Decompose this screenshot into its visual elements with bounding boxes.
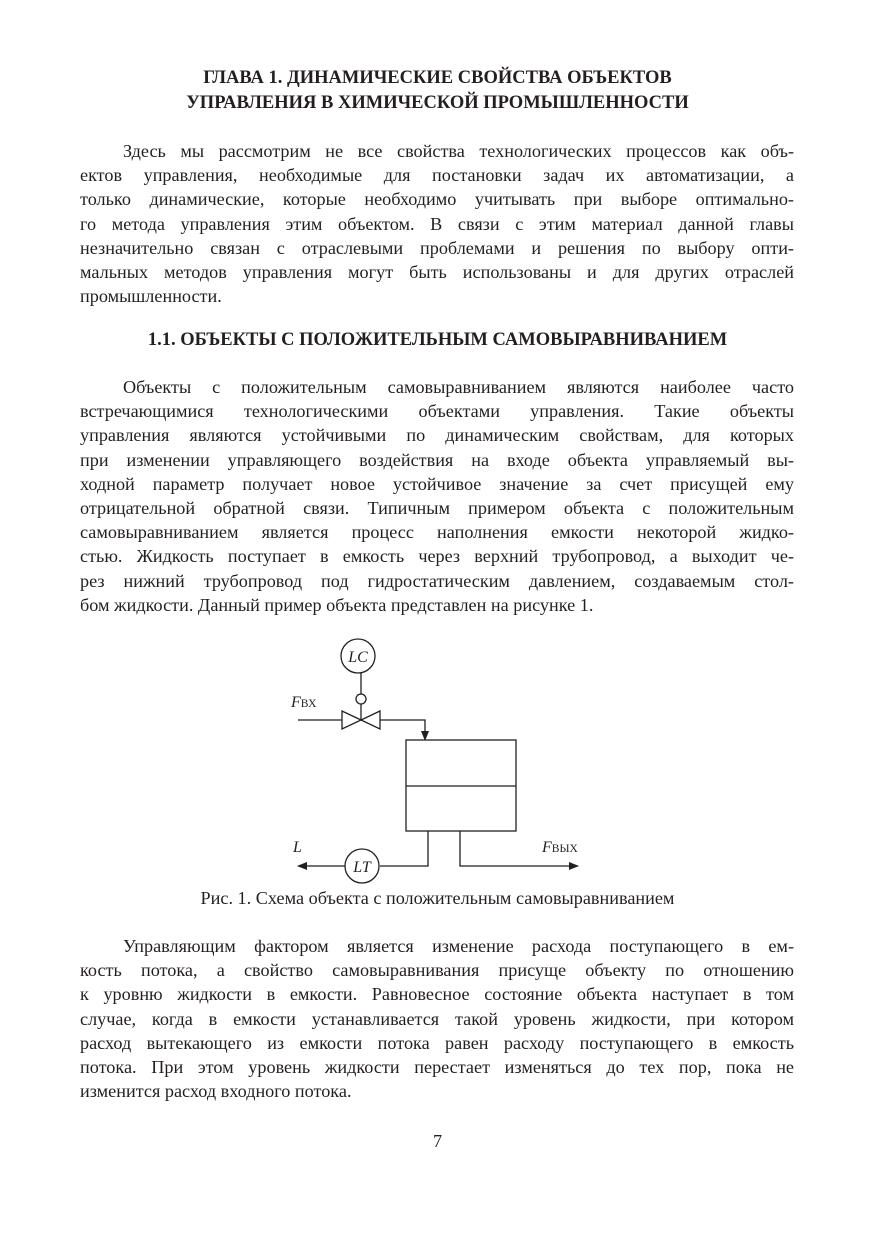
chapter-title-line-1: ГЛАВА 1. ДИНАМИЧЕСКИЕ СВОЙСТВА ОБЪЕКТОВ: [203, 68, 672, 88]
text-line: Здесь мы рассмотрим не все свойства технологических процессов как объ-: [123, 141, 794, 161]
text-line: ектов управления, необходимые для постановки задач их автоматизации, а: [80, 165, 794, 186]
process-diagram: [284, 634, 590, 884]
text-line: расход вытекающего из емкости потока равен расходу поступающего в емкость: [80, 1032, 794, 1053]
text-line: управления являются устойчивыми по динамическим свойствам, для которых: [80, 425, 794, 446]
lt-label: LT: [353, 859, 371, 876]
lt-transmitter: [345, 849, 379, 883]
text-line: только динамические, которые необходимо учитывать при выборе оптимально-: [80, 189, 794, 210]
f-in-label: FВХ: [291, 694, 317, 711]
text-line: бом жидкости. Данный пример объекта представлен на рисунке 1.: [80, 594, 594, 615]
section-title: 1.1. ОБЪЕКТЫ С ПОЛОЖИТЕЛЬНЫМ САМОВЫРАВНИВАНИЕМ: [147, 330, 728, 350]
text-line: потока. При этом уровень жидкости перестает изменяться до тех пор, пока не: [80, 1057, 794, 1078]
page-number: 7: [432, 1131, 443, 1151]
feed-pipe: [380, 720, 425, 740]
body-paragraph-2: [80, 934, 794, 1103]
body-paragraph-1: [80, 375, 794, 617]
lc-label: LC: [348, 649, 368, 666]
text-line: Управляющим фактором является изменение расхода поступающего в ем-: [123, 936, 794, 956]
figure-caption: Рис. 1. Схема объекта с положительным самовыравниванием: [200, 888, 675, 908]
text-line: встречающимися технологическими объектами управления. Такие объекты: [80, 401, 794, 422]
intro-paragraph: [80, 139, 794, 308]
text-line: рез нижний трубопровод под гидростатическим давлением, создаваемым стол-: [80, 570, 794, 591]
text-line: незначительно связан с отраслевыми проблемами и решения по выбору опти-: [80, 237, 794, 258]
lc-controller: [341, 639, 375, 673]
text-line: мальных методов управления могут быть использованы и для других отраслей: [80, 262, 794, 283]
text-line: случае, когда в емкости устанавливается такой уровень жидкости, при котором: [80, 1008, 794, 1029]
actuator-head: [356, 694, 366, 704]
text-line: кость потока, а свойство самовыравнивания присуще объекту по отношению: [80, 960, 794, 981]
level-sensor-line: [380, 831, 428, 866]
text-line: Объекты с положительным самовыравниванием являются наиболее часто: [123, 377, 794, 397]
l-label: L: [293, 839, 302, 856]
chapter-title-line-2: УПРАВЛЕНИЯ В ХИМИЧЕСКОЙ ПРОМЫШЛЕННОСТИ: [186, 93, 689, 113]
text-line: к уровню жидкости в емкости. Равновесное состояние объекта наступает в том: [80, 984, 794, 1005]
text-line: го метода управления этим объектом. В связи с этим материал данной главы: [80, 213, 794, 234]
text-line: промышленности.: [80, 286, 222, 307]
text-line: самовыравниванием является процесс наполнения емкости некоторой жидко-: [80, 522, 794, 543]
text-line: отрицательной обратной связи. Типичным примером объекта с положительным: [80, 498, 794, 519]
text-line: изменится расход входного потока.: [80, 1081, 352, 1102]
text-line: стью. Жидкость поступает в емкость через верхний трубопровод, а выходит че-: [80, 546, 794, 567]
chapter-title: [80, 66, 795, 116]
figure-1: [284, 634, 590, 884]
f-out-label: FВЫХ: [542, 839, 578, 856]
text-line: ходной параметр получает новое устойчивое значение за счет присущей ему: [80, 473, 794, 494]
tank: [406, 740, 516, 831]
text-line: при изменении управляющего воздействия на входе объекта управляемый вы-: [80, 449, 794, 470]
